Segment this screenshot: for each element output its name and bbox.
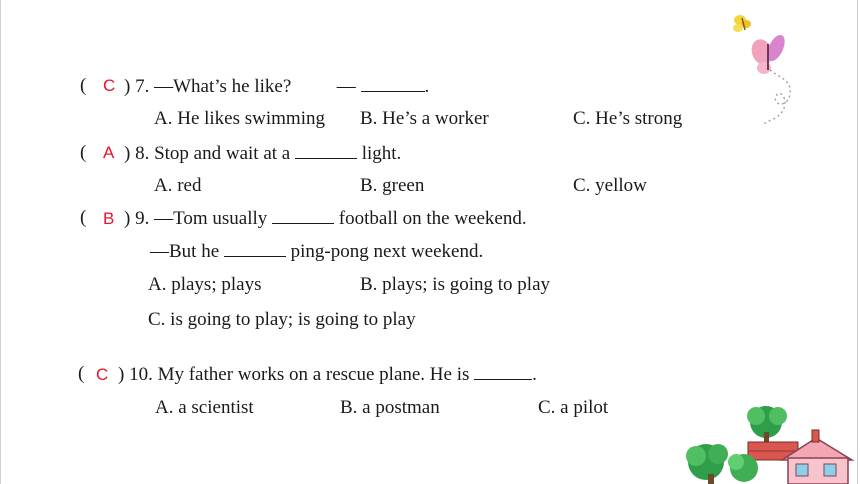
house-illustration	[684, 402, 860, 484]
answer-blank	[474, 363, 532, 380]
question-7-answer: C	[103, 76, 116, 95]
question-9-option-c: C. is going to play; is going to play	[148, 309, 416, 330]
question-9-text: ) 9. —Tom usually football on the weekend.	[124, 208, 527, 229]
question-10-text: ) 10. My father works on a rescue plane. He is .	[118, 364, 537, 385]
question-10-option-a: A. a scientist	[155, 397, 254, 418]
question-10-answer: C	[96, 365, 109, 384]
question-8-option-b: B. green	[360, 175, 425, 196]
question-10-paren: (	[78, 363, 85, 384]
answer-blank	[361, 75, 425, 92]
question-9-answer: B	[103, 209, 115, 228]
question-7-option-c: C. He’s strong	[573, 108, 683, 129]
question-9-option-b: B. plays; is going to play	[360, 274, 550, 295]
question-7-option-a: A. He likes swimming	[154, 108, 325, 129]
question-8-paren: (	[80, 142, 87, 163]
question-10-option-b: B. a postman	[340, 397, 440, 418]
question-8-text: ) 8. Stop and wait at a light.	[124, 143, 402, 164]
answer-blank	[295, 142, 357, 159]
question-7-stem: (	[80, 75, 87, 96]
question-7-option-b: B. He’s a worker	[360, 108, 489, 129]
question-8-answer: A	[103, 143, 115, 162]
answer-blank	[224, 240, 286, 257]
question-9-paren: (	[80, 207, 87, 228]
question-9-option-a: A. plays; plays	[148, 274, 262, 295]
butterfly-icon	[720, 8, 810, 133]
answer-blank	[272, 207, 334, 224]
question-7-text: ) 7. —What’s he like? — .	[124, 76, 430, 97]
question-8-option-a: A. red	[154, 175, 202, 196]
question-9-line2: —But he ping-pong next weekend.	[150, 241, 484, 262]
question-10-option-c: C. a pilot	[538, 397, 609, 418]
question-8-option-c: C. yellow	[573, 175, 647, 196]
